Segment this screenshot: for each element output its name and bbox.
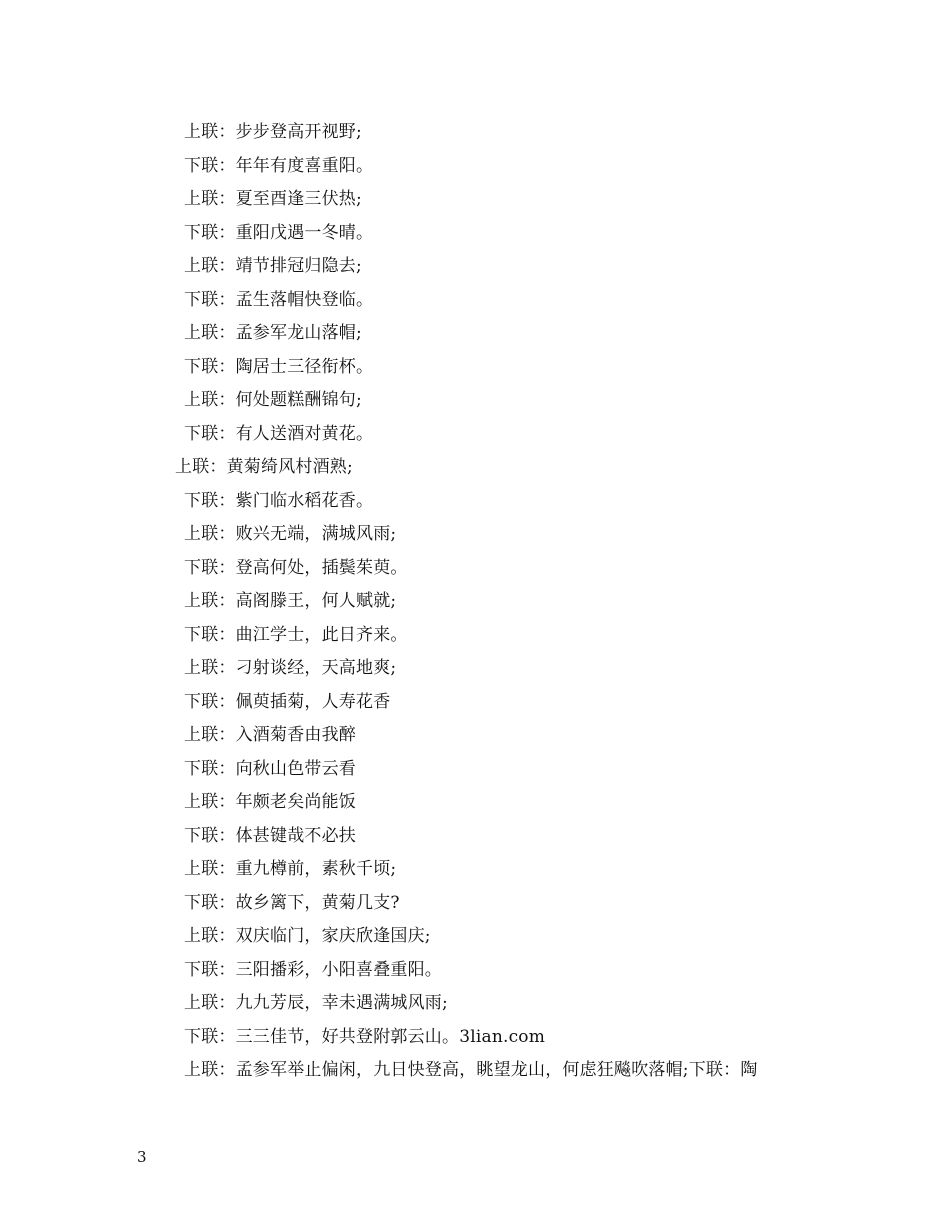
couplet-line: 上联：何处题糕酬锦句; xyxy=(184,390,362,410)
couplet-line: 下联：故乡篱下，黄菊几支? xyxy=(184,892,400,913)
couplet-line: 下联：紫门临水稻花香。 xyxy=(184,490,374,511)
couplet-line: 上联：刁射谈经，天高地爽; xyxy=(184,658,397,678)
couplet-line: 上联：靖节排冠归隐去; xyxy=(184,256,362,276)
couplet-line: 上联：年颇老矣尚能饭 xyxy=(184,792,356,812)
couplet-line: 下联：三三佳节，好共登附郭云山。3lian.com xyxy=(184,1026,546,1047)
page-number: 3 xyxy=(137,1148,147,1166)
couplet-line: 下联：曲江学士，此日齐来。 xyxy=(184,624,408,645)
couplet-line: 上联：双庆临门，家庆欣逢国庆; xyxy=(184,926,431,946)
couplet-line: 上联：孟参军龙山落帽; xyxy=(184,323,362,343)
couplet-line: 上联：败兴无端，满城风雨; xyxy=(184,524,397,544)
couplet-line: 下联：陶居士三径衔杯。 xyxy=(184,356,374,377)
couplet-line: 下联：登高何处，插鬓茱萸。 xyxy=(184,557,408,578)
couplet-line: 下联：三阳播彩，小阳喜叠重阳。 xyxy=(184,959,442,980)
couplet-line: 上联：夏至酉逢三伏热; xyxy=(184,189,362,209)
couplet-line: 上联：孟参军举止偏闲，九日快登高，眺望龙山，何虑狂飚吹落帽;下联：陶 xyxy=(184,1060,758,1080)
couplet-list xyxy=(175,116,884,1088)
couplet-line: 下联：年年有度喜重阳。 xyxy=(184,155,374,176)
couplet-line: 下联：向秋山色带云看 xyxy=(184,758,356,779)
couplet-line: 下联：体甚键哉不必扶 xyxy=(184,825,356,846)
couplet-line: 上联：步步登高开视野; xyxy=(184,122,362,142)
couplet-line: 下联：有人送酒对黄花。 xyxy=(184,423,374,444)
couplet-line: 上联：高阁滕王，何人赋就; xyxy=(184,591,397,611)
couplet-line: 上联：九九芳辰，幸未遇满城风雨; xyxy=(184,993,448,1013)
couplet-line: 上联：重九樽前，素秋千顷; xyxy=(184,859,397,879)
couplet-line: 上联：入酒菊香由我醉 xyxy=(184,725,356,745)
couplet-line: 下联：孟生落帽快登临。 xyxy=(184,289,374,310)
couplet-line: 上联：黄菊绮风村酒熟; xyxy=(175,457,353,477)
couplet-line: 下联：佩萸插菊，人寿花香 xyxy=(184,691,391,712)
couplet-line: 下联：重阳戊遇一冬晴。 xyxy=(184,222,374,243)
